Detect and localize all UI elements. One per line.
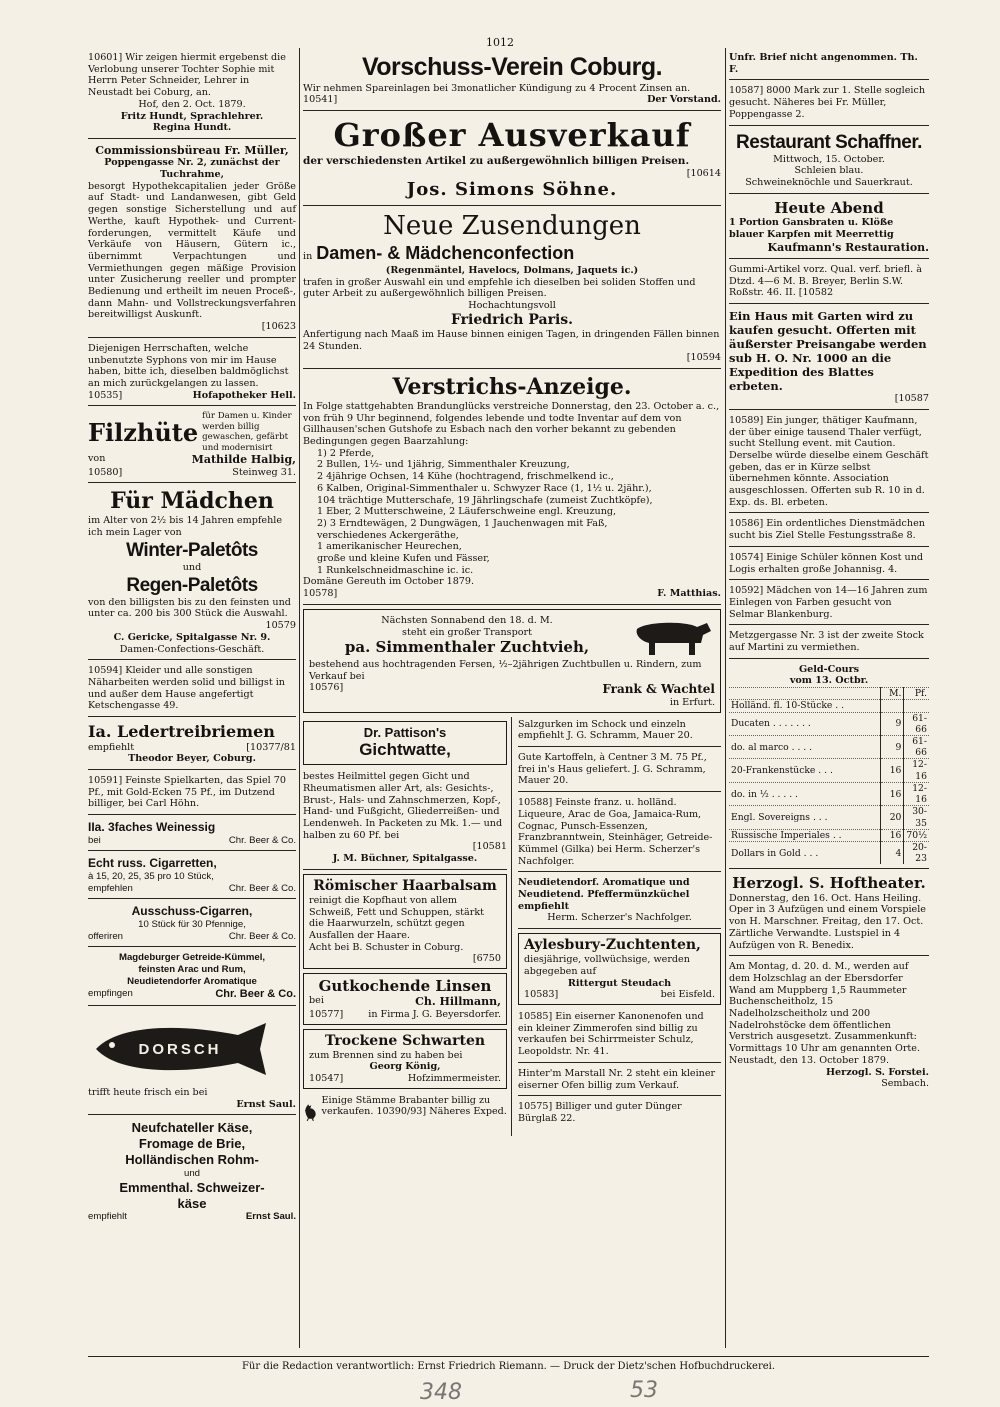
ad-8000-mark: 10587] 8000 Mark zur 1. Stelle sogleich gesucht. Näheres bei Fr. Müller, Poppengasse 2. [729,83,929,125]
cours-date: vom 13. Octbr. [789,675,869,687]
kaese-line-4: Emmenthal. Schweizer- [119,1179,265,1195]
cours-table [729,687,929,864]
ad-dienstmaedchen: 10586] Ein ordentliches Dienstmädchen sucht bis Ziel Stelle Festungsstraße 8. [729,516,929,546]
zucht-place: in Erfurt. [669,696,715,708]
verstrich-code: 10578] [303,588,338,600]
verstrich-item: 2 Bullen, 1½- und 1jährig, Simmenthaler Kreuzung, [317,459,570,471]
enten-text: diesjährige, vollwüchsige, werden abgegeben auf [524,954,690,977]
ad-holzverstrich [729,959,929,1094]
linsen-sign: Ch. Hillmann, [415,995,501,1009]
ad-kleider: 10594] Kleider und alle sonstigen Näharbeiten werden solid und billigst in und außer dem Hause angefertigt Ketschengasse 49. [88,663,296,717]
table-row: 20-Frankenstücke . . . 16 12-16 [731,759,927,782]
kaese-line-1: Neufchateller Käse, [131,1120,253,1136]
filz-code: 10580] [88,466,123,478]
zucht-head: Nächsten Sonnabend den 18. d. M. [381,614,553,626]
middle-lower-grid [303,717,721,1136]
haar-code: [6750 [472,953,501,965]
paletot-text: von den billigsten bis zu den feinsten und unter ca. 200 bis 300 Stück die Auswahl. [88,596,291,620]
table-row: Engl. Sovereigns . . . 20 30-35 [731,806,927,829]
schwarten-code: 10547] [309,1072,344,1084]
ausverkauf-title: Großer Ausverkauf [333,115,691,154]
schwarten-title: Trockene Schwarten [324,1032,486,1049]
pencil-note-2: 53 [630,1378,658,1403]
ad-linsen [303,973,507,1024]
cig-text: à 15, 20, 25, 35 pro 10 Stück, [88,871,214,883]
zusendungen-title: Neue Zusendungen [383,211,641,242]
leder-title: Ia. Ledertreibriemen [88,722,275,742]
wein-beer: Chr. Beer & Co. [228,834,296,846]
rooster-icon [303,1095,318,1129]
commission-sub: Poppengasse Nr. 2, zunächst der Tuchrahme, [104,157,280,181]
linsen-title: Gutkochende Linsen [318,977,492,996]
dorsch-sign: Ernst Saul. [236,1098,296,1110]
verlobung-sign-2: Regina Hundt. [152,122,232,134]
enten-place: Rittergut Steudach [567,977,672,989]
magde-beer: Chr. Beer & Co. [215,987,296,1000]
verstrich-item: große und kleine Kufen und Fässer, [317,553,490,565]
table-row: Russische Imperiales . . 16 70½ [731,829,927,841]
verstrich-sign: F. Matthias. [657,588,721,600]
damen-sign: Friedrich Paris. [450,311,574,328]
damen-hochachtung: Hochachtungsvoll [468,300,556,312]
syphon-sign: Hofapotheker Hell. [192,389,296,401]
damen-items: (Regenmäntel, Havelocs, Dolmans, Jaquets ic.) [385,265,639,277]
left-column [88,50,296,1230]
ad-kaese [88,1118,296,1227]
ad-salzgurken: Salzgurken im Schock und einzeln empfiehlt J. G. Schramm, Mauer 20. [518,717,721,747]
zucht-text: bestehend aus hochtragenden Fersen, ½–2jährigen Zuchtbullen u. Rindern, zum Verkauf bei [309,658,702,682]
ausverkauf-text: der verschiedensten Artikel zu außergewöhnlich billigen Preisen. [303,154,690,167]
verstrich-item: 104 trächtige Mutterschafe, 19 Jährlingschafe (zumeist Zuchtköpfe), [317,494,653,506]
ad-duenger: 10575] Billiger und guter Dünger Bürglaß 22. [518,1101,682,1124]
wein-title: IIa. 3faches Weinessig [88,820,216,835]
ad-geld-cours [729,662,929,870]
magde-empf: empfingen [88,987,133,999]
commission-title: Commissionsbüreau Fr. Müller, [95,143,289,157]
verein-sign: Der Vorstand. [647,94,721,106]
leder-sign: Theodor Beyer, Coburg. [128,753,256,765]
ad-heute-abend [729,197,929,259]
ad-dorsch [88,1009,296,1115]
ad-kanonenofen: 10585] Ein eiserner Kanonenofen und ein kleiner Zimmerofen sind billig zu verkaufen bei Schirrmeister Schulz, Leopoldstr. Nr. 41. [518,1009,721,1063]
cig-title: Echt russ. Cigarretten, [88,856,217,871]
leder-empf: empfiehlt [88,741,135,753]
filz-name: Mathilde Halbig, [191,453,296,467]
enten-code: 10583] [524,989,559,1001]
page-number: 1012 [486,36,514,49]
ad-ledertreibriemen [88,720,296,770]
winter-paletots: Winter-Paletôts [126,539,258,561]
kaese-empf: empfiehlt [88,1211,127,1223]
aus-text: 10 Stück für 30 Pfennige, [138,919,246,931]
ad-gicht-body [303,769,507,870]
magde-line-1: Magdeburger Getreide-Kümmel, [118,952,266,964]
gicht-code: [10581 [472,841,507,853]
maedchen-title: Für Mädchen [110,488,274,515]
restaurant-title: Restaurant Schaffner. [736,131,922,153]
pattison-title: Dr. Pattison's [363,724,447,740]
paletot-sign: C. Gericke, Spitalgasse Nr. 9. [113,631,271,643]
filz-von: von [88,453,106,465]
ad-kaufmann: 10589] Ein junger, thätiger Kaufmann, der über einige tausend Thaler verfügt, sucht Stellung event. mit Caution. Derselbe würde dieselbe einem Geschäft geben, das er in Kürze selbst übernehmen könnte. Association ausgeschlossen. Offerten sub R. 10 in d. Exp. ds. Bl. erbeten. [729,413,929,514]
zucht-title: pa. Simmenthaler Zuchtvieh, [344,638,590,657]
pencil-note-1: 348 [420,1380,462,1405]
verein-title: Vorschuss-Verein Coburg. [361,53,663,81]
filz-addr: Steinweg 31. [232,466,296,478]
enten-bei: bei Eisfeld. [660,989,715,1001]
haus-text: Ein Haus mit Garten wird zu kaufen gesucht. Offerten mit äußerster Preisangabe werden sub H. O. Nr. 1000 an die Expedition des Blattes erbeten. [729,309,927,394]
neudieten-sign: Herm. Scherzer's Nachfolger. [547,912,692,924]
abend-sign: Kaufmann's Restauration. [767,240,929,254]
ad-syphon [88,341,296,407]
verstrich-item: 1 Runkelschneidmaschine ic. ic. [317,564,474,576]
kaese-line-3: Holländischen Rohm- [125,1152,259,1168]
ad-weinessig [88,818,296,851]
verstrich-title: Verstrichs-Anzeige. [392,374,632,401]
haar-text: reinigt die Kopfhaut von allem Schweiß, Fett und Schuppen, stärkt die Haarwurzeln, schützt gegen Ausfallen der Haare. [309,894,485,941]
linsen-bei: bei [309,995,324,1007]
ad-commission [88,142,296,338]
leder-code: [10377/81 [246,741,296,753]
linsen-firm: in Firma J. G. Beyersdorfer. [368,1008,501,1020]
regen-paletots: Regen-Paletôts [126,574,258,596]
aus-beer: Chr. Beer & Co. [228,930,296,942]
table-row: Holländ. fl. 10-Stücke . . [729,700,929,712]
holz-text: Am Montag, d. 20. d. M., werden auf dem Holzschlag an der Ebersdorfer Wand am Muppberg 1,5 Raummeter Buchenscheitholz, 15 Nadelholzscheitholz und 200 Nadelrohstöcke dem öffentlichen Verstrich ausgesetzt. Zusammenkunft: Vormittags 10 Uhr am genannten Orte. [729,961,921,1055]
ad-maedchen-paletot [88,486,296,660]
verein-text: Wir nehmen Spareinlagen bei 3monatlicher Kündigung zu 4 Procent Zinsen an. [303,82,691,94]
verein-code: 10541] [303,94,338,106]
abend-title: Heute Abend [774,198,884,217]
verstrich-item: 2) 3 Erndtewägen, 2 Dungwägen, 1 Jauchenwagen mit Faß, [317,517,608,529]
ad-verstrich [303,372,721,605]
filz-title: Filzhüte [88,417,199,447]
maedchen-text: im Alter von 2½ bis 14 Jahren empfehle ich mein Lager von [88,515,283,538]
ad-gummi: Gummi-Artikel vorz. Qual. verf. briefl. à Dtzd. 4—6 M. B. Breyer, Berlin S.W. Roßstr. 46. II. [10582 [729,262,929,304]
ad-neudietendorf [518,875,721,929]
ad-ausschuss [88,902,296,947]
cattle-icon [631,613,715,659]
verstrich-items [317,448,721,577]
verstrich-item: 1) 2 Pferde, [317,447,375,459]
ad-maedchen-gesucht: 10592] Mädchen von 14—16 Jahren zum Einlegen von Farben gesucht von Selmar Blankenburg. [729,583,929,625]
ad-filzhuete [88,409,296,483]
simons-sign: Jos. Simons Söhne. [406,179,618,201]
ad-unfr-brief: Unfr. Brief nicht angenommen. Th. F. [729,50,929,80]
kaese-und: und [183,1167,200,1179]
ad-cigarretten [88,854,296,899]
enten-title: Aylesbury-Zuchtenten, [524,937,701,954]
restaurant-line-2: Schleien blau. [794,165,864,177]
ad-schwarten [303,1029,507,1089]
ad-haus-gesucht [729,307,929,410]
aus-off: offeriren [88,930,124,942]
ad-zuchtenten [518,933,721,1005]
ad-liqueure: 10588] Feinste franz. u. holländ. Liqueure, Arac de Goa, Jamaica-Rum, Cognac, Punsch-Essenzen, Franzbranntwein, Steinhäger, Getreide-Kümmel (Gilka) bei Herm. Scherzer's Nachfolger. [518,795,721,872]
cig-beer: Chr. Beer & Co. [228,882,296,894]
middle-lower-right [518,717,721,1136]
verstrich-item: 1 amerikanischer Heurechen, [317,541,462,553]
damen-anfertigung: Anfertigung nach Maaß im Hause binnen einigen Tagen, in dringenden Fällen binnen 24 Stunden. [303,328,720,352]
damen-text: trafen in großer Auswahl ein und empfehle ich dieselben bei soliden Stoffen und guter Arbeit zu außergewöhnlich billigen Preisen. [303,276,696,300]
holz-sign: Herzogl. S. Forstei. [825,1066,929,1078]
ad-vorschuss-verein [303,50,721,111]
commission-code: [10623 [261,321,296,333]
footer-imprint: Für die Redaction verantwortlich: Ernst Friedrich Riemann. — Druck der Dietz'schen Hofbuchdruckerei. [88,1356,929,1372]
fish-icon [88,1017,296,1081]
verstrich-item: 6 Kalben, Original-Simmenthaler u. Schwyzer Race (1, 1½ u. 2jähr.), [317,482,652,494]
ad-gichtwatte [303,721,507,766]
ad-hoftheater [729,872,929,956]
abend-text: 1 Portion Gansbraten u. Klöße blauer Karpfen mit Meerrettig [729,217,894,240]
kaese-line-2: Fromage de Brie, [138,1136,246,1152]
verstrich-item: verschiedenes Ackergeräthe, [317,529,459,541]
restaurant-line-1: Mittwoch, 15. October. [773,153,885,165]
cours-header: M. Pf. [729,688,929,700]
middle-column [303,50,721,1136]
holz-place: Neustadt, den 13. October 1879. [729,1054,889,1066]
paletot-sub: Damen-Confections-Geschäft. [119,643,265,655]
table-row: do. in ½ . . . . . 16 12-16 [731,782,927,806]
table-row: Dollars in Gold . . . 4 20-23 [731,842,927,865]
ad-marstall: Hinter'm Marstall Nr. 2 steht ein kleiner eiserner Ofen billig zum Verkauf. [518,1066,721,1096]
ad-kost-logis: 10574] Einige Schüler können Kost und Logis erhalten große Johannisg. 4. [729,550,929,580]
table-row: do. al marco . . . . 9 61-66 [731,736,927,759]
theater-text: Donnerstag, den 16. Oct. Hans Heiling. Oper in 3 Aufzügen und einem Vorspiele von H. Marschner. Freitag, den 17. Oct. Zärtliche Verwandte. Lustspiel in 4 Aufzügen von R. Benedix. [729,892,926,951]
haar-title: Römischer Haarbalsam [313,877,497,894]
cig-empf: empfehlen [88,882,133,894]
dorsch-label: DORSCH [138,1040,222,1058]
filz-text: für Damen u. Kinder werden billig gewaschen, gefärbt und modernisirt [202,411,292,453]
holz-sub: Sembach. [881,1078,929,1090]
zucht-code: 10576] [309,682,344,694]
damen-title: Damen- & Mädchenconfection [316,243,575,264]
gicht-sign: J. M. Büchner, Spitalgasse. [332,853,478,865]
syphon-code: 10535] [88,389,123,401]
ad-metzgergasse: Metzgergasse Nr. 3 ist der zweite Stock auf Martini zu vermiethen. [729,628,929,658]
verlobung-text: 10601] Wir zeigen hiermit ergebenst die Verlobung unserer Tochter Sophie mit Herrn Peter Schneider, Lehrer in Neustadt bei Coburg, an. [88,52,286,99]
commission-text: besorgt Hypothekcapitalien jeder Größe auf Stadt- und Landanwesen, gibt Geld gegen sonstige Sicherstellung und auf Werthe, kauft Hypothek- und Current-forderungen, vermittelt Käufe und Verkäufe von Häusern, Gütern ic., übernimmt Verpachtungen und Vermiethungen gegen mäßige Provision unter Zusicherung reeller und prompter Bedienung und ertheilt im neuen Proceß-, dann Mahn- und Vollstreckungsverfahren bereitwilligst Auskunft. [88,180,296,321]
verlobung-sign-1: Fritz Hundt, Sprachlehrer. [120,110,264,122]
cours-title: Geld-Cours [798,663,860,675]
ad-verlobung [88,50,296,139]
ad-kartoffeln: Gute Kartoffeln, à Centner 3 M. 75 Pf., frei in's Haus geliefert. J. G. Schramm, Mauer 20. [518,750,721,792]
damen-code: [10594 [686,352,721,364]
wein-bei: bei [88,834,101,846]
ad-ausverkauf [303,114,721,206]
kaese-line-5: käse [177,1195,207,1211]
schwarten-text: zum Brennen sind zu haben bei [309,1049,463,1061]
column-divider-right [725,48,726,1348]
gicht-text: bestes Heilmittel gegen Gicht und Rheumatismen aller Art, als: Gesichts-, Brust-, Hals- und Zahnschmerzen, Kopf-, Hand- und Fußgicht, Gliederreißen- und Lendenweh. In Packeten zu Mk. 1.— und halben zu 60 Pf. bei [303,771,503,841]
zucht-sub: steht ein großer Transport [402,626,532,638]
magde-line-2: feinsten Arac und Rum, [138,964,246,976]
verstrich-place: Domäne Gereuth im October 1879. [303,576,475,588]
magde-line-3: Neudietendorfer Aromatique [127,975,257,987]
restaurant-line-3: Schweineknöchle und Sauerkraut. [745,177,913,189]
linsen-code: 10577] [309,1008,344,1020]
neudieten-text: Neudietendorf. Aromatique und Neudietend. Pfeffermünzküchel empfiehlt [518,877,690,912]
haus-code: [10587 [894,393,929,405]
ad-restaurant [729,129,929,194]
syphon-text: Diejenigen Herrschaften, welche unbenutzte Syphons von mir im Hause haben, bitte ich, dieselben baldmöglichst an mich zurückgelangen zu lassen. [88,342,289,389]
theater-title: Herzogl. S. Hoftheater. [732,874,926,893]
right-column [729,50,929,1097]
zucht-sign: Frank & Wachtel [602,682,715,697]
ausverkauf-code: [10614 [686,167,721,179]
aus-title: Ausschuss-Cigarren, [131,904,253,919]
damen-in: in [303,251,313,263]
table-row: Ducaten . . . . . . . 9 61-66 [731,712,927,735]
ad-damenconfection [303,209,721,369]
ad-spielkarten: 10591] Feinste Spielkarten, das Spiel 70 Pf., mit Gold-Ecken 75 Pf., im Dutzend billiger, bei Carl Höhn. [88,773,296,815]
verlobung-date: Hof, den 2. Oct. 1879. [138,98,246,110]
schwarten-sign: Georg König, [369,1061,441,1073]
schwarten-addr: Hofzimmermeister. [407,1072,501,1084]
brabanter-text: Einige Stämme Brabanter billig zu verkaufen. 10390/93] Näheres Exped. [321,1094,507,1118]
gicht-title: Gichtwatte, [359,740,451,760]
verstrich-item: 2 4jährige Ochsen, 14 Kühe (hochtragend, frischmelkend ic., [317,471,614,483]
ad-magdeburger [88,950,296,1006]
ad-zuchtvieh [303,609,721,713]
kaese-sign: Ernst Saul. [245,1211,296,1223]
paletot-code: 10579 [265,620,296,632]
verstrich-intro: In Folge stattgehabten Brandunglücks verstreiche Donnerstag, den 23. October a. c., von früh 9 Uhr beginnend, folgendes lebende und todte Inventar auf dem von Gillhausen'schen Gutshofe zu Esbach nach den vorher bekannt zu gebenden Bedingungen gegen Baarzahlung: [303,400,720,447]
ad-brabanter [303,1093,507,1133]
ad-haarbalsam [303,874,507,969]
haar-sign: Acht bei B. Schuster in Coburg. [309,941,464,953]
middle-lower-left [303,717,512,1136]
paletot-und: und [182,561,202,573]
dorsch-text: trifft heute frisch ein bei [88,1086,208,1098]
column-divider-left [299,48,300,1348]
verstrich-item: 1 Eber, 2 Mutterschweine, 2 Läuferschweine engl. Kreuzung, [317,506,617,518]
